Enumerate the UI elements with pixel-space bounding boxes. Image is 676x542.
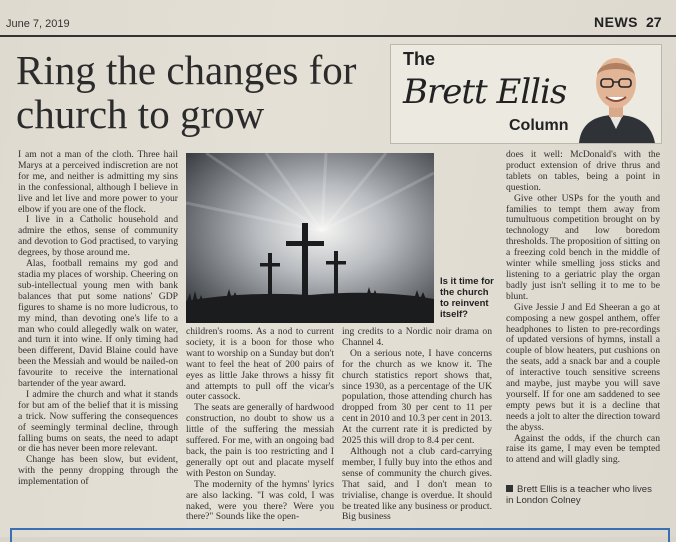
article-column-4 [506, 150, 660, 480]
paragraph: I live in a Catholic household and admire the ethos, sense of community and devotion to God practised, to varying degrees, by those around me. [18, 214, 178, 259]
paragraph: Change has been slow, but evident, with the penny dropping through the implementation of [18, 454, 178, 488]
paragraph: The modernity of the hymns' lyrics are also lacking. "I was cold, I was naked, were you there? Were you there?" Sounds like the open- [186, 478, 334, 522]
paragraph: The seats are generally of hardwood construction, no doubt to show us a little of the suffering the messiah suffered. For me, with an ongoing bad back, the pain is too restricting and I generally opt out and placate myself with Peston on Sunday. [186, 402, 334, 479]
article-photo [186, 153, 434, 323]
paragraph: Against the odds, if the church can raise its game, I may even be tempted to attend and will gladly sing. [506, 432, 660, 466]
photo-caption: Is it time for the church to reinvent itself? [440, 276, 494, 320]
paragraph: On a serious note, I have concerns for the church as we know it. The church statistics report shows that, since 1930, as a percentage of the UK population, those attending church has dropped from 30 per cent to 11 per cent in 2010 and 10.3 per cent in 2013. At the current rate it is predicted by 2025 this will drop to 8.4 per cent. [342, 347, 492, 447]
next-article-frame [10, 528, 670, 542]
author-bio-text: Brett Ellis is a teacher who lives in London Colney [506, 484, 652, 506]
paragraph: I am not a man of the cloth. Three hail Marys at a perceived indiscretion are not for me, and neither is admitting my sins in the confessional, although I believe in live and let live and more power to your elbow if you are one of the flock. [18, 150, 178, 215]
paragraph: Although not a club card-carrying member, I fully buy into the ethos and sense of community the church gives. That said, and I don't mean to trivialise, change is overdue. It should be treated like any business or product. Big business [342, 445, 492, 522]
article-column-3 [342, 327, 492, 522]
column-banner-word: Column [509, 117, 569, 134]
paragraph: I admire the church and what it stands for but am of the belief that it is missing a trick. Now suffering the consequences of seemingly terminal decline, through falling bums on seats, the need to adapt or die has never been more relevant. [18, 388, 178, 455]
column-banner-the: The [403, 49, 436, 69]
paragraph: Give Jessie J and Ed Sheeran a go at composing a new gospel anthem, offer headphones to listen to pre-recordings of updated versions of hymns, install a couple of blow heaters, put cushions on the seats, add a snack bar and a couple of interactive touch sensitive screens and maybe, just maybe you will save yourself. If for one am saddened to see empty pews but it is a decline that needs a jolt to alter the direction toward the abyss. [506, 301, 660, 433]
column-banner [390, 44, 662, 144]
paragraph: ing credits to a Nordic noir drama on Channel 4. [342, 327, 492, 348]
header-rule [0, 35, 676, 37]
issue-date: June 7, 2019 [6, 18, 70, 30]
article-column-1 [18, 150, 178, 522]
author-portrait [571, 45, 661, 143]
paragraph: children's rooms. As a nod to current society, it is a boon for those who want to worship on a Sunday but don't want to feel the heat of 200 pairs of eyes as little Jake throws a hissy fit and attempts to pull off the vicar's outer cassock. [186, 327, 334, 403]
paragraph: does it well: McDonald's with the product extension of drive thrus and tablets on tables, being a point in question. [506, 150, 660, 193]
section-title: NEWS [594, 14, 638, 30]
paragraph: Alas, football remains my god and stadia my places of worship. Cheering on sub-intellectual young men with bank balances that put some nations' GDP figures to shame is no more ludicrous, to my mind, than devoting one's life to a man who could allegedly walk on water, and turn it into wine. If only timing had been different, David Blaine could have been the Messiah and would be nailed-on favourite to receive the international bartender of the year award. [18, 258, 178, 390]
article-headline: Ring the changes for church to grow [16, 47, 357, 137]
crosses-image [186, 153, 434, 323]
article-column-2 [186, 327, 334, 522]
page-number: 27 [646, 14, 662, 30]
paragraph: Give other USPs for the youth and families to tempt them away from tumultuous competition brought on by technology and low boredom thresholds. The proposition of sitting on a freezing cold bench in the middle of winter while smelling joss sticks and listening to a geriatric play the organ badly just isn't selling it to me to be blunt. [506, 192, 660, 302]
author-bio [506, 484, 662, 506]
column-banner-name: Brett Ellis [403, 72, 567, 112]
bullet-square-icon [506, 485, 513, 492]
